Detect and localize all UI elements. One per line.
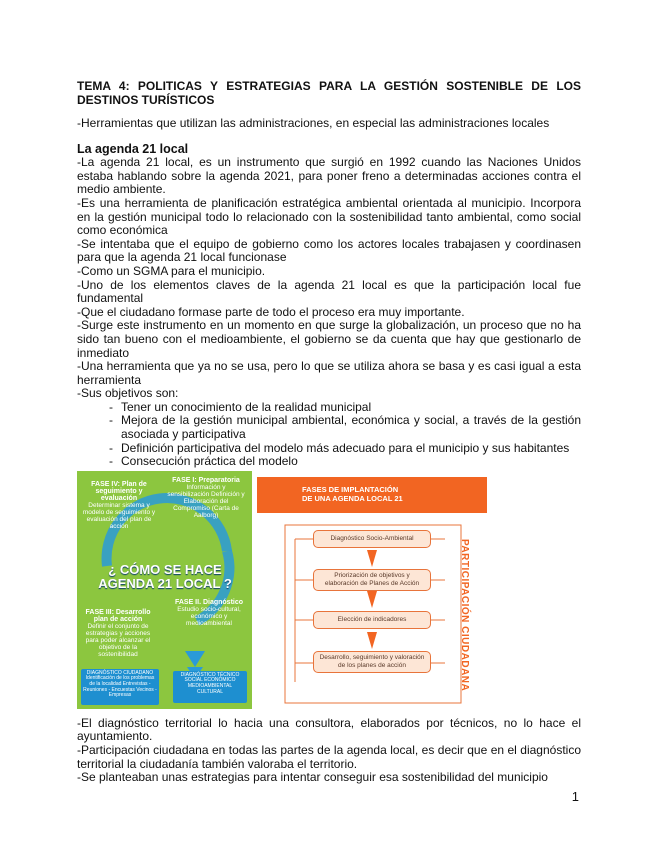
section-heading: La agenda 21 local bbox=[77, 141, 189, 156]
figures-row bbox=[77, 471, 581, 711]
paragraph: -Una herramienta que ya no se usa, pero lo que se utiliza ahora se basa y es casi igual a esta herramienta bbox=[77, 359, 581, 387]
objectives-list bbox=[77, 401, 581, 469]
paragraph: -Participación ciudadana en todas las partes de la agenda local, es decir que en el diagnóstico territorial la ciudadanía también valoraba el territorio. bbox=[77, 743, 581, 771]
list-item: - Consecución práctica del modelo bbox=[115, 455, 581, 469]
paragraph: -Se planteaban unas estrategias para intentar conseguir esa sostenibilidad del municipio bbox=[77, 770, 548, 785]
paragraph: -Como un SGMA para el municipio. bbox=[77, 263, 266, 278]
how-agenda21-figure bbox=[77, 471, 252, 709]
fase1-block: FASE I: Preparatoria Información y sensibilización Definición y Elaboración del Compromiso (Carta de Aalborg) bbox=[167, 476, 245, 519]
fase3-block: FASE III: Desarrollo plan de acción Definir el conjunto de estrategias y acciones para poder alcanzar el objetivo de la sostenibilidad bbox=[85, 608, 151, 658]
phases-banner: FASES DE IMPLANTACIÓN DE UNA AGENDA LOCAL 21 bbox=[257, 477, 487, 513]
flow-step: Desarrollo, seguimiento y valoración de los planes de acción bbox=[313, 651, 431, 673]
page-title: TEMA 4: POLITICAS Y ESTRATEGIAS PARA LA GESTIÓN SOSTENIBLE DE LOS DESTINOS TURÍSTICOS bbox=[77, 79, 581, 107]
implementation-phases-figure bbox=[257, 477, 487, 709]
participation-label: PARTICIPACIÓN CIUDADANA bbox=[459, 538, 470, 691]
flow-step: Elección de indicadores bbox=[313, 611, 431, 629]
paragraph: -La agenda 21 local, es un instrumento que surgió en 1992 cuando las Naciones Unidos estaba hablando sobre la agenda 2021, para poner freno a determinadas acciones contra el medio ambiente. bbox=[77, 155, 581, 197]
page-number: 1 bbox=[571, 789, 579, 804]
list-item: - Tener un conocimiento de la realidad municipal bbox=[115, 401, 581, 415]
page-content bbox=[77, 80, 581, 785]
list-item: - Mejora de la gestión municipal ambiental, económica y social, a través de la gestión asociada y participativa bbox=[115, 414, 581, 441]
paragraph: -Se intentaba que el equipo de gobierno como los actores locales trabajasen y coordinasen para que la agenda 21 local funcionase bbox=[77, 236, 581, 265]
paragraph: -Uno de los elementos claves de la agenda 21 local es que la participación local fue fundamental bbox=[77, 277, 581, 306]
paragraph: -El diagnóstico territorial lo hacia una consultora, elaborados por técnicos, no lo hace el ayuntamiento. bbox=[77, 715, 581, 744]
fase2-block: FASE II. Diagnóstico Estudio socio-cultural, económico y medioambiental bbox=[174, 598, 244, 627]
paragraph: -Surge este instrumento en un momento en que surge la globalización, un proceso que no ha sido tan bueno con el medioambiente, el gobierno se da cuenta que hay que gestionarlo de inmediato bbox=[77, 318, 581, 360]
how-question: ¿ CÓMO SE HACE AGENDA 21 LOCAL ? bbox=[98, 561, 232, 591]
list-item: - Definición participativa del modelo más adecuado para el municipio y sus habitantes bbox=[115, 442, 581, 456]
intro-paragraph: -Herramientas que utilizan las administraciones, en especial las administraciones locales bbox=[77, 116, 550, 130]
fase4-block: FASE IV: Plan de seguimiento y evaluación Determinar sistema y modelo de seguimiento y evaluación del plan de acción bbox=[82, 480, 156, 530]
flow-step: Diagnóstico Socio-Ambiental bbox=[313, 530, 431, 548]
citizen-diagnosis-box: DIAGNÓSTICO CIUDADANO Identificación de los problemas de la localidad Entrevistas - Reuniones - Encuestas Vecinos - Empresas bbox=[81, 669, 159, 705]
flow-step: Priorización de objetivos y elaboración de Planes de Acción bbox=[313, 569, 431, 591]
technical-diagnosis-box: DIAGNÓSTICO TÉCNICO SOCIAL ECONÓMICO MEDIOAMBIENTAL CULTURAL bbox=[173, 671, 247, 703]
paragraph: -Es una herramienta de planificación estratégica ambiental orientada al municipio. Incorpora en la gestión municipal todo lo relacionado con la sostenibilidad tanto ambiental, como social como económica bbox=[77, 195, 581, 238]
paragraph: -Que el ciudadano formase parte de todo el proceso era muy importante. bbox=[77, 304, 465, 319]
paragraph: -Sus objetivos son: bbox=[77, 386, 179, 401]
